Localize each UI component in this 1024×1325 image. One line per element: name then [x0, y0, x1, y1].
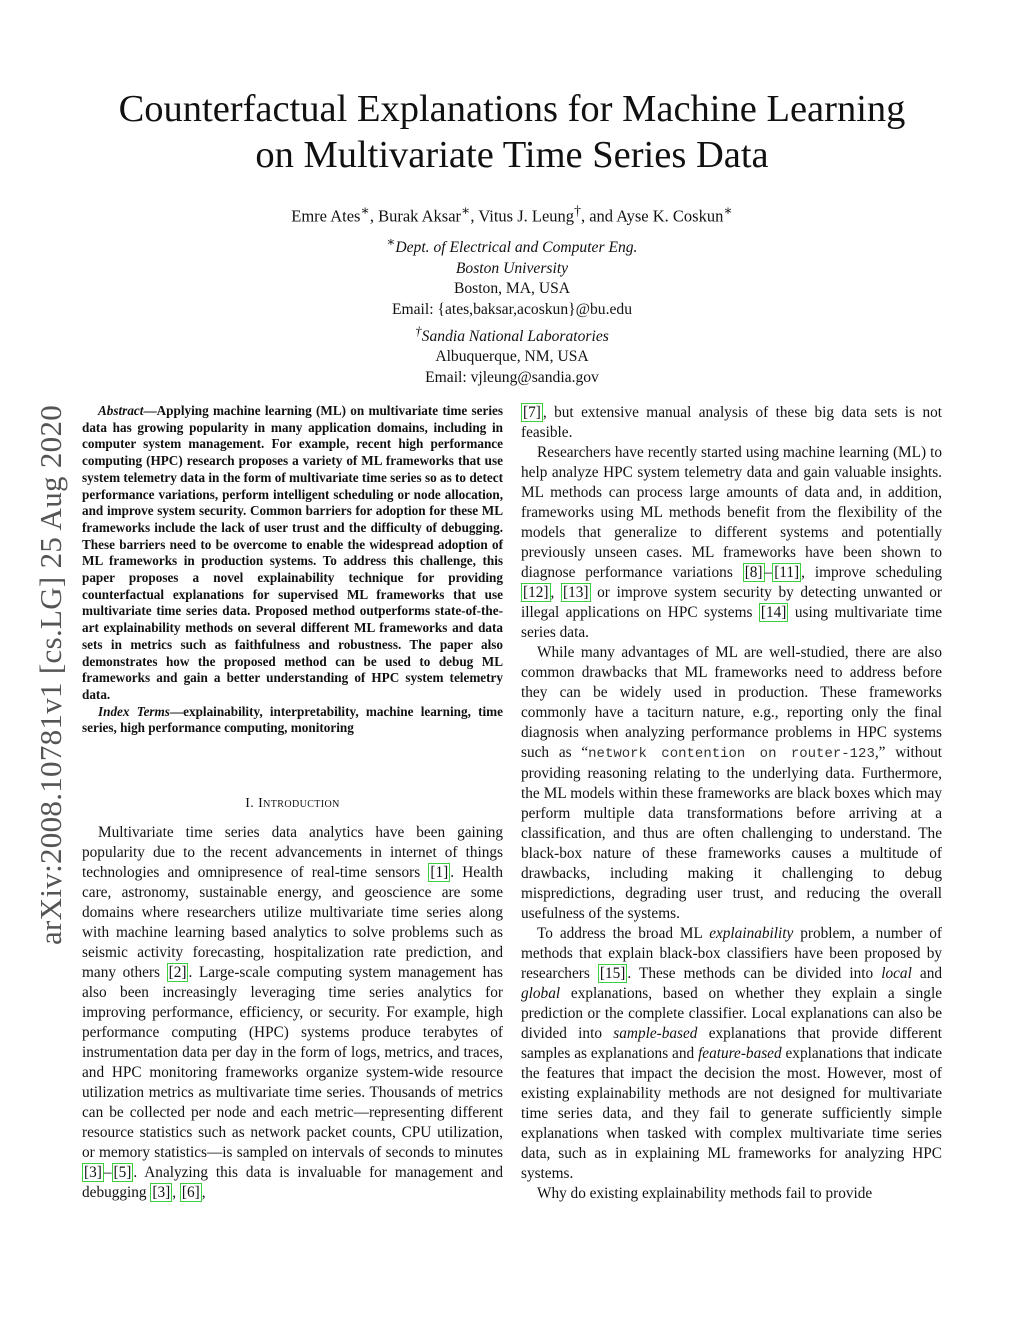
- title-line-1: Counterfactual Explanations for Machine Learning: [118, 88, 906, 130]
- affiliation-sandia-city: Albuquerque, NM, USA: [435, 348, 589, 366]
- index-terms: [82, 704, 503, 737]
- citation-link[interactable]: [11]: [774, 564, 800, 581]
- affiliation-sandia-email: Email: vjleung@sandia.gov: [425, 369, 599, 387]
- author-vitus: Vitus J. Leung: [478, 206, 575, 226]
- intro-right-column: [521, 403, 942, 1204]
- abstract-text: —Applying machine learning (ML) on multivariate time series data has growing popularity in many application domains, including in computer system management. For example, recent high performance computing (HPC) research proposes a variety of ML frameworks that use system telemetry data in the form of multivariate time series so as to detect performance variations, perform intelligent scheduling or node allocation, and improve system security. Common barriers for adoption for these ML frameworks include the lack of user trust and the difficulty of debugging. These barriers need to be overcome to enable the widespread adoption of ML frameworks in production systems. To address this challenge, this paper proposes a novel explainability technique for providing counterfactual explanations for supervised ML frameworks that use multivariate time series data. Proposed method outperforms state-of-the-art explainability methods on several different ML frameworks and data sets in metrics such as faithfulness and robustness. The paper also demonstrates how the proposed method can be used to debug ML frameworks and gain a better understanding of HPC system telemetry data.: [82, 403, 503, 702]
- author-list: Emre Ates∗, Burak Aksar∗, Vitus J. Leung†, and Ayse K. Coskun∗: [291, 203, 733, 226]
- section-heading-introduction: I. Introduction: [245, 796, 340, 811]
- intro-left-column: [82, 823, 503, 1203]
- paper-title: [60, 86, 964, 178]
- citation-link[interactable]: [12]: [523, 584, 549, 601]
- affiliation-bu-name: Boston University: [455, 259, 569, 277]
- author-block: [60, 201, 964, 389]
- citation-link[interactable]: [8]: [744, 564, 763, 581]
- affiliation-sandia-name: †Sandia National Laboratories: [415, 322, 609, 345]
- arxiv-identifier: arXiv:2008.10781v1 [cs.LG] 25 Aug 2020: [33, 404, 68, 945]
- citation-link[interactable]: [15]: [599, 965, 626, 982]
- affiliation-bu-dept: ∗Dept. of Electrical and Computer Eng.: [386, 234, 638, 257]
- author-ayse: Ayse K. Coskun: [616, 206, 724, 226]
- abstract: [82, 403, 503, 737]
- abstract-label: Abstract: [98, 403, 144, 418]
- intro-paragraph-4: To address the broad ML explainability problem, a number of methods that explain black-box classifiers have been proposed by researchers [15] . These methods can be divided into local and global explanations, based on whether they explain a single prediction or the complete classifier. Local explanations can also be divided into sample-based explanations that provide different samples as explanations and feature-based explanations that indicate the features that impact the decision the most. However, most of existing explainability methods are not designed for multivariate time series data, and they fail to generate sufficiently simple explanations when tasked with complex multivariate time series data, such as in explaining ML frameworks for analyzing HPC systems.: [521, 925, 942, 1182]
- author-emre: Emre Ates: [291, 206, 361, 226]
- citation-link[interactable]: [6]: [181, 1184, 200, 1201]
- affiliation-bu-email: Email: {ates,baksar,acoskun}@bu.edu: [391, 301, 633, 319]
- index-terms-text: —explainability, interpretability, machine learning, time series, high performance computing, monitoring: [82, 703, 503, 736]
- abstract-paragraph: [82, 403, 503, 704]
- citation-link[interactable]: [13]: [563, 584, 589, 601]
- index-terms-label: Index Terms: [98, 703, 170, 719]
- intro-paragraph-3: While many advantages of ML are well-studied, there are also common drawbacks that ML frameworks need to address before they can be widely used in production. These frameworks commonly have a taciturn nature, e.g., reporting only the final diagnosis when analyzing performance problems in HPC systems such as “network contention on router-123,” without providing reasoning relating to the underlying data. Furthermore, the ML models within these frameworks are black boxes which may perform multiple data transformations before arriving at a classification, and thus are often challenging to understand. The black-box nature of these frameworks causes a multitude of drawbacks, including making it challenging to debug mispredictions, degrading user trust, and reducing the overall usefulness of the systems.: [521, 644, 942, 922]
- title-line-2: on Multivariate Time Series Data: [255, 134, 769, 176]
- intro-paragraph-5: Why do existing explainability methods fail to provide: [537, 1185, 873, 1202]
- intro-paragraph-continued: [7] , but extensive manual analysis of these big data sets is not feasible.: [521, 404, 942, 441]
- citation-link[interactable]: [3]: [84, 1164, 102, 1181]
- citation-link[interactable]: [3]: [152, 1184, 171, 1201]
- author-burak: Burak Aksar: [378, 206, 462, 226]
- affiliation-bu-city: Boston, MA, USA: [453, 280, 571, 298]
- citation-link[interactable]: [2]: [168, 964, 187, 981]
- citation-link[interactable]: [14]: [760, 604, 787, 621]
- citation-link[interactable]: [7]: [523, 404, 541, 421]
- intro-paragraph-2: Researchers have recently started using machine learning (ML) to help analyze HPC system telemetry data and gain valuable insights. ML methods can process large amounts of data and, in addition, frameworks using ML methods benefit from the flexibility of the models that generalize to different systems and potentially previously unseen cases. ML frameworks have been shown to diagnose performance variations [8] – [11] , improve scheduling [12] , [13] or improve system security by detecting unwanted or illegal applications on HPC systems [14] using multivariate time series data.: [521, 444, 943, 641]
- citation-link[interactable]: [5]: [113, 1164, 132, 1181]
- intro-paragraph-1: Multivariate time series data analytics have been gaining popularity due to the recent advancements in internet of things technologies and omnipresence of real-time sensors [1] . Health care, astronomy, sustainable energy, and geoscience are some domains where researchers utilize multivariate time series along with machine learning based analytics to solve problems such as seismic activity forecasting, hospitalization rate prediction, and many others [2] . Large-scale computing system management has also been increasingly leveraging time series analytics for improving performance, efficiency, or security. For example, high performance computing (HPC) systems produce terabytes of instrumentation data per day in the form of logs, metrics, and traces, and HPC monitoring frameworks organize system-wide resource utilization metrics as multivariate time series. Thousands of metrics can be collected per node and each metric—representing different resource statistics such as network packet counts, CPU utilization, or memory statistics—is sampled on intervals of seconds to minutes [3] – [5] . Analyzing this data is invaluable for management and debugging [3] , [6] ,: [82, 824, 503, 1201]
- citation-link[interactable]: [1]: [430, 864, 449, 881]
- code-example: network contention on router-123: [588, 746, 875, 762]
